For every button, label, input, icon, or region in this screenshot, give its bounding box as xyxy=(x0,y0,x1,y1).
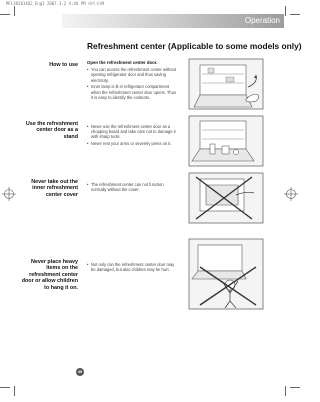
list-item: • Never use the refreshment center door as a chopping board and take care not to damage it with sharp tools. xyxy=(87,124,179,140)
crop-mark xyxy=(14,6,15,16)
crop-mark xyxy=(285,6,286,16)
refreshment-door-open-illustration xyxy=(186,57,266,111)
section-label-inner-cover: Never take out the inner refreshment center cover xyxy=(31,179,78,198)
section-heavy-items xyxy=(87,262,179,274)
list-item: • The refreshment center can not function normally without the cover. xyxy=(87,182,179,192)
registration-mark-icon xyxy=(2,187,16,201)
section-label-heavy-items: Never place heavy items on the refreshment center door or allow children to hang it on. xyxy=(21,259,78,291)
section-how-to-use xyxy=(87,60,179,101)
section-label: Operation xyxy=(244,16,280,25)
section-label-how-to-use: How to use xyxy=(49,62,78,68)
print-header: MFL38281402_Eng1 2007.3.2 4:48 PM 페이지49 xyxy=(6,1,105,6)
section-inner-cover xyxy=(87,182,179,194)
list-item: • You can access the refreshment center without opening refrigerator door and thus saving electricity. xyxy=(87,67,179,83)
crop-mark xyxy=(290,387,300,388)
refreshment-door-stand-illustration xyxy=(186,114,266,168)
page-title: Refreshment center (Applicable to some models only) xyxy=(87,41,302,51)
crop-mark xyxy=(14,386,15,396)
section-subheading: Open the refreshment center door. xyxy=(87,60,158,65)
crop-mark xyxy=(0,14,10,15)
section-header-band xyxy=(62,14,284,28)
page-number: 49 xyxy=(77,369,83,374)
list-item: • Inner lamp is lit in refrigerator compartment when the refreshment center door opens. Thus it is easy to identify the contents. xyxy=(87,84,179,100)
child-hanging-warning-illustration xyxy=(186,237,266,311)
section-use-as-stand xyxy=(87,124,179,148)
crop-mark xyxy=(290,14,300,15)
crop-mark xyxy=(285,386,286,396)
registration-mark-icon xyxy=(284,187,298,201)
list-item: • Not only can the refreshment center door may be damaged, but also children may be hurt. xyxy=(87,262,179,272)
section-label-use-as-stand: Use the refreshment center door as a stand xyxy=(25,121,78,140)
list-item: • Never rest your arms or severely press on it. xyxy=(87,141,179,146)
inner-cover-removal-illustration xyxy=(186,171,266,225)
crop-mark xyxy=(0,387,10,388)
